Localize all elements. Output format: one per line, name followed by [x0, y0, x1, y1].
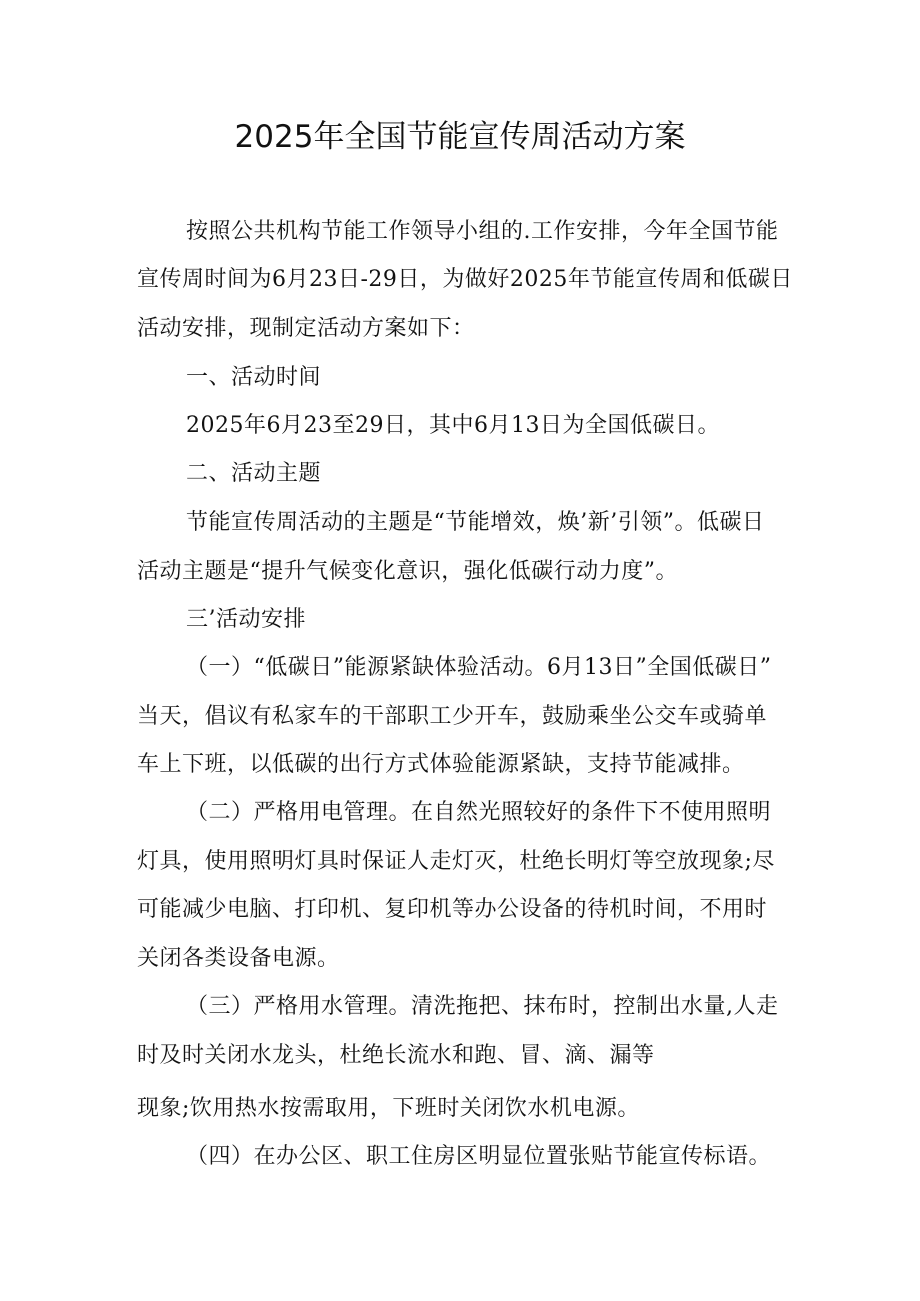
paragraph-line: 2025年6月23至29日，其中6月13日为全国低碳日。 — [186, 413, 720, 438]
paragraph-line: 车上下班，以低碳的出行方式体验能源紧缺，支持节能减排。 — [137, 752, 745, 777]
section-heading: 一、活动时间 — [186, 365, 322, 390]
paragraph-line: 当天，倡议有私家车的干部职工少开车，鼓励乘坐公交车或骑单 — [137, 704, 768, 729]
paragraph-line: 灯具，使用照明灯具时保证人走灯灭，杜绝长明灯等空放现象;尽 — [137, 849, 775, 874]
paragraph-line: 现象;饮用热水按需取用，下班时关闭饮水机电源。 — [137, 1096, 640, 1121]
paragraph-line: 活动安排，现制定活动方案如下： — [137, 316, 475, 341]
paragraph-line: 按照公共机构节能工作领导小组的.工作安排，今年全国节能 — [186, 219, 779, 244]
document-title: 2025年全国节能宣传周活动方案 — [234, 119, 686, 155]
paragraph-line: 宣传周时间为6月23日-29日，为做好2025年节能宣传周和低碳日 — [137, 267, 793, 292]
paragraph-line: 时及时关闭水龙头，杜绝长流水和跑、冒、滴、漏等 — [137, 1043, 655, 1068]
section-heading: 三’活动安排 — [186, 607, 306, 632]
paragraph-line: （四）在办公区、职工住房区明显位置张贴节能宣传标语。 — [186, 1144, 772, 1169]
paragraph-line: （一）“低碳日”能源紧缺体验活动。6月13日”全国低碳日” — [186, 655, 772, 680]
paragraph-line: （三）严格用水管理。清洗拖把、抹布时，控制出水量,人走 — [186, 994, 779, 1019]
paragraph-line: （二）严格用电管理。在自然光照较好的条件下不使用照明 — [186, 800, 772, 825]
paragraph-line: 可能减少电脑、打印机、复印机等办公设备的待机时间，不用时 — [137, 897, 768, 922]
paragraph-line: 活动主题是“提升气候变化意识，强化低碳行动力度”。 — [137, 559, 678, 584]
paragraph-line: 关闭各类设备电源。 — [137, 946, 340, 971]
section-heading: 二、活动主题 — [186, 461, 322, 486]
paragraph-line: 节能宣传周活动的主题是“节能增效，焕’新’引领”。低碳日 — [186, 510, 765, 535]
